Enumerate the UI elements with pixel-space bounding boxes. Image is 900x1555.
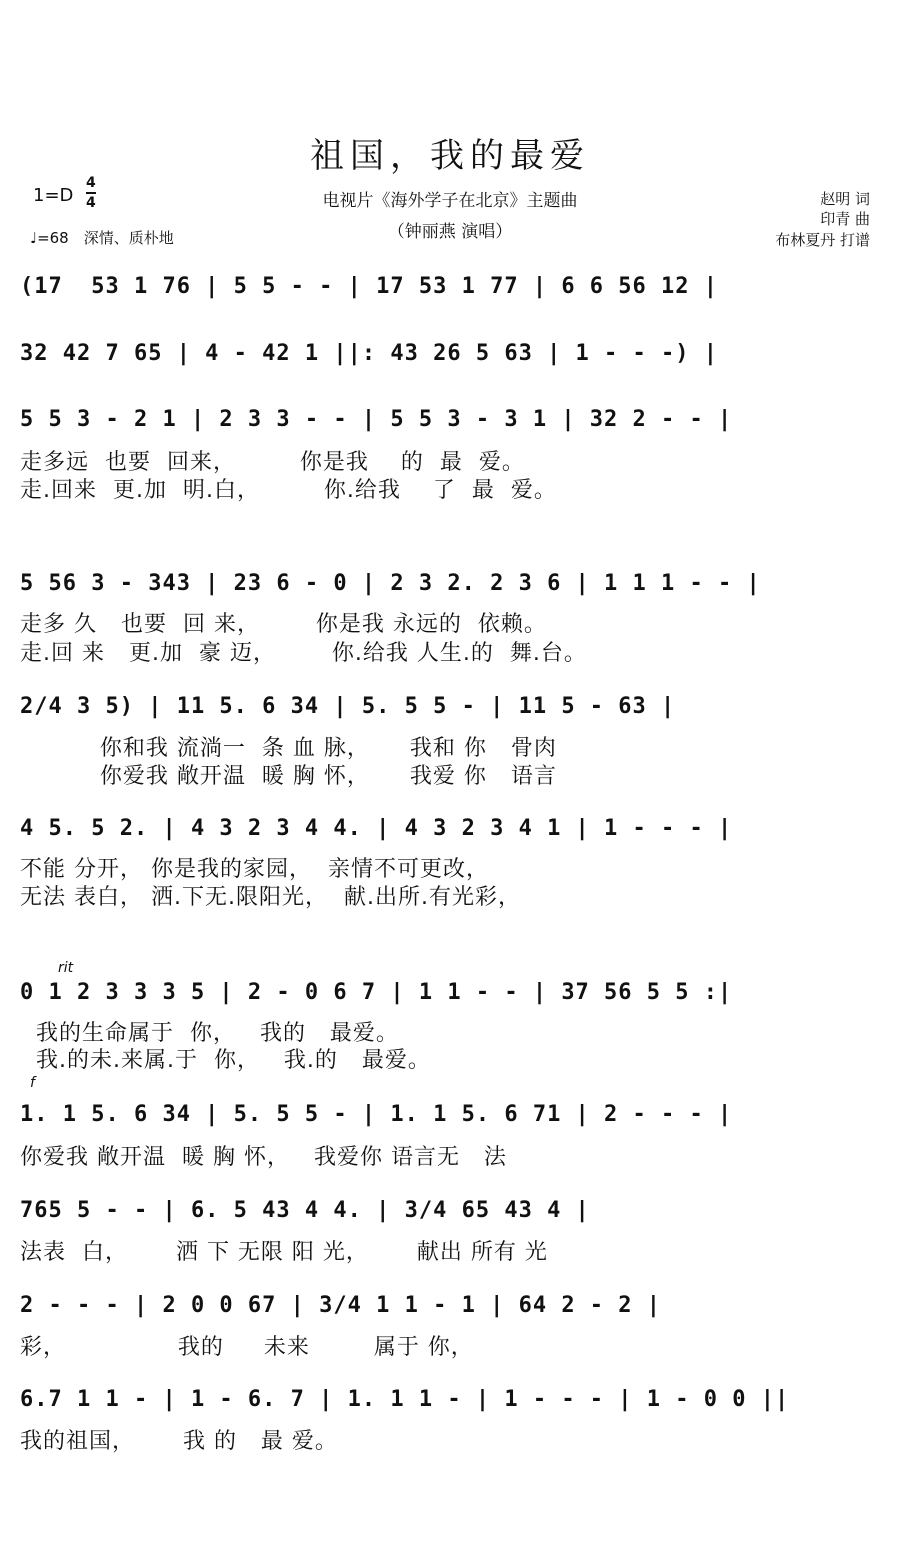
subtitle: 电视片《海外学子在北京》主题曲 xyxy=(322,191,578,211)
lyric-line-4b: 走.回 来 更.加 豪 迈， 你.给我 人生.的 舞.台。 xyxy=(20,641,587,666)
time-signature: $\frac{4}{4}$ xyxy=(86,175,96,211)
score-line-9: 765 5 - - | 6. 5 43 4 4. | 3/4 65 43 4 | xyxy=(20,1198,590,1223)
score-line-11: 6.7 1 1 - | 1 - 6. 7 | 1. 1 1 - | 1 - - - | 1 - 0 0 || xyxy=(20,1387,790,1412)
lyricist: 赵明 词 xyxy=(820,190,870,208)
lyric-line-3a: 走多远 也要 回来， 你是我 的 最 爱。 xyxy=(20,450,525,475)
lyric-line-5a: 你和我 流淌一 条 血 脉， 我和 你 骨肉 xyxy=(20,736,557,761)
lyric-line-11a: 我的祖国， 我 的 最 爱。 xyxy=(20,1429,338,1454)
lyric-line-4a: 走多 久 也要 回 来， 你是我 永远的 依赖。 xyxy=(20,612,547,637)
score-line-7: 0 1 2 3 3 3 5 | 2 - 0 6 7 | 1 1 - - | 37 56 5 5 :| xyxy=(20,980,733,1005)
lyric-line-5b: 你爱我 敞开温 暖 胸 怀， 我爱 你 语言 xyxy=(20,764,557,789)
song-title: 祖国，我的最爱 xyxy=(310,136,590,176)
score-line-3: 5 5 3 - 2 1 | 2 3 3 - - | 5 5 3 - 3 1 | 32 2 - - | xyxy=(20,407,733,432)
lyric-line-7b: 我.的未.来属.于 你， 我.的 最爱。 xyxy=(20,1048,431,1073)
rit-marking: rit xyxy=(58,960,74,976)
performer: （钟丽燕 演唱） xyxy=(387,222,513,242)
score-line-4: 5 56 3 - 343 | 23 6 - 0 | 2 3 2. 2 3 6 | 1 1 1 - - | xyxy=(20,571,761,596)
lyric-line-6a: 不能 分开， 你是我的家园， 亲情不可更改， xyxy=(20,857,489,882)
score-line-10: 2 - - - | 2 0 0 67 | 3/4 1 1 - 1 | 64 2 - 2 | xyxy=(20,1293,662,1318)
key-signature: 1=D xyxy=(33,185,74,206)
score-line-1: (17 53 1 76 | 5 5 - - | 17 53 1 77 | 6 6 56 12 | xyxy=(20,274,719,299)
lyric-line-6b: 无法 表白， 洒.下无.限阳光， 献.出所.有光彩， xyxy=(20,885,521,910)
composer: 印青 曲 xyxy=(820,210,870,228)
score-line-5: 2/4 3 5) | 11 5. 6 34 | 5. 5 5 - | 11 5 - 63 | xyxy=(20,694,676,719)
lyric-line-8a: 你爱我 敞开温 暖 胸 怀， 我爱你 语言无 法 xyxy=(20,1145,507,1170)
score-line-2: 32 42 7 65 | 4 - 42 1 ||: 43 26 5 63 | 1 - - -) | xyxy=(20,341,719,366)
score-line-6: 4 5. 5 2. | 4 3 2 3 4 4. | 4 3 2 3 4 1 | 1 - - - | xyxy=(20,816,733,841)
score-line-8: 1. 1 5. 6 34 | 5. 5 5 - | 1. 1 5. 6 71 | 2 - - - | xyxy=(20,1102,733,1127)
lyric-line-3b: 走.回来 更.加 明.白， 你.给我 了 最 爱。 xyxy=(20,478,557,503)
lyric-line-10a: 彩， 我的 未来 属于 你， xyxy=(20,1335,474,1360)
lyric-line-7a: 我的生命属于 你， 我的 最爱。 xyxy=(20,1021,399,1046)
transcriber: 布林夏丹 打谱 xyxy=(775,231,870,249)
lyric-line-9a: 法表 白， 洒 下 无限 阳 光， 献出 所有 光 xyxy=(20,1240,548,1265)
forte-marking: f xyxy=(30,1075,35,1091)
tempo-marking: ♩=68 深情、质朴地 xyxy=(30,229,174,247)
